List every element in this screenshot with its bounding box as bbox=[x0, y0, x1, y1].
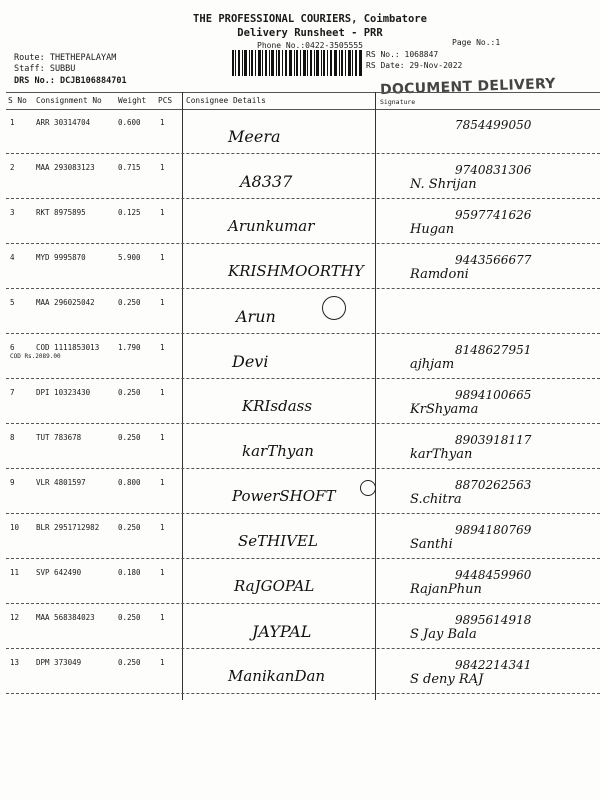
page-number: Page No.:1 bbox=[452, 38, 501, 47]
row-divider bbox=[6, 693, 600, 694]
row-pcs: 1 bbox=[160, 253, 165, 262]
table-row bbox=[0, 157, 600, 201]
row-weight: 0.600 bbox=[118, 118, 141, 127]
recipient-phone: 7854499050 bbox=[455, 118, 532, 132]
recipient-phone: 8870262563 bbox=[455, 478, 532, 492]
rs-date: RS Date: 29-Nov-2022 bbox=[366, 61, 463, 70]
row-sno: 8 bbox=[10, 433, 15, 442]
recipient-phone: 9443566677 bbox=[455, 253, 532, 267]
row-pcs: 1 bbox=[160, 478, 165, 487]
recipient-signature: ajhjam bbox=[410, 357, 455, 372]
recipient-phone: 8903918117 bbox=[455, 433, 532, 447]
table-row bbox=[0, 247, 600, 291]
table-header bbox=[0, 92, 600, 110]
recipient-phone: 9842214341 bbox=[455, 658, 532, 672]
row-pcs: 1 bbox=[160, 433, 165, 442]
recipient-phone: 9448459960 bbox=[455, 568, 532, 582]
row-weight: 0.250 bbox=[118, 613, 141, 622]
staff-label: Staff: SUBBU bbox=[14, 64, 76, 74]
consignee-name: KRISHMOORTHY bbox=[228, 262, 364, 280]
barcode bbox=[232, 50, 362, 76]
row-consignment: MAA 296025042 bbox=[36, 298, 95, 307]
row-sno: 12 bbox=[10, 613, 20, 622]
col-consignee: Consignee Details bbox=[186, 96, 266, 105]
recipient-phone: 9894180769 bbox=[455, 523, 532, 537]
table-row bbox=[0, 562, 600, 606]
recipient-phone: 8148627951 bbox=[455, 343, 532, 357]
col-sno: S No bbox=[8, 96, 27, 105]
row-sno: 9 bbox=[10, 478, 15, 487]
row-divider bbox=[6, 423, 600, 424]
row-divider bbox=[6, 333, 600, 334]
consignee-name: JAYPAL bbox=[252, 622, 312, 641]
row-sno: 3 bbox=[10, 208, 15, 217]
row-consignment: DPM 373049 bbox=[36, 658, 82, 667]
row-consignment: ARR 30314704 bbox=[36, 118, 91, 127]
row-sno: 7 bbox=[10, 388, 15, 397]
recipient-signature: karThyan bbox=[410, 447, 473, 462]
row-divider bbox=[6, 603, 600, 604]
row-pcs: 1 bbox=[160, 163, 165, 172]
row-pcs: 1 bbox=[160, 343, 165, 352]
col-pcs: PCS bbox=[158, 96, 173, 105]
recipient-signature: Hugan bbox=[410, 222, 455, 237]
table-row bbox=[0, 382, 600, 426]
row-consignment: SVP 642490 bbox=[36, 568, 82, 577]
row-weight: 5.900 bbox=[118, 253, 141, 262]
row-sno: 11 bbox=[10, 568, 20, 577]
row-divider bbox=[6, 198, 600, 199]
table-row bbox=[0, 337, 600, 381]
table-row bbox=[0, 427, 600, 471]
table-row bbox=[0, 607, 600, 651]
recipient-signature: Santhi bbox=[410, 537, 453, 552]
row-pcs: 1 bbox=[160, 613, 165, 622]
row-divider bbox=[6, 288, 600, 289]
row-consignment: MAA 568384023 bbox=[36, 613, 95, 622]
row-consignment: RKT 8975895 bbox=[36, 208, 86, 217]
consignee-name: RaJGOPAL bbox=[234, 577, 315, 595]
consignee-name: SeTHIVEL bbox=[238, 532, 318, 550]
row-sno: 6 bbox=[10, 343, 15, 352]
consignee-name: ManikanDan bbox=[228, 667, 326, 685]
table-row bbox=[0, 517, 600, 561]
drs-number: DRS No.: DCJB106884701 bbox=[14, 76, 127, 86]
row-consignment: DPI 10323430 bbox=[36, 388, 91, 397]
row-divider bbox=[6, 558, 600, 559]
row-weight: 0.180 bbox=[118, 568, 141, 577]
row-weight: 0.715 bbox=[118, 163, 141, 172]
consignee-name: KRIsdass bbox=[242, 397, 313, 415]
col-weight: Weight bbox=[118, 96, 147, 105]
recipient-signature: N. Shrijan bbox=[410, 177, 477, 192]
consignee-name: karThyan bbox=[242, 442, 314, 460]
circled-mark bbox=[322, 296, 346, 320]
row-pcs: 1 bbox=[160, 523, 165, 532]
row-consignment: MYD 9995870 bbox=[36, 253, 86, 262]
row-weight: 0.250 bbox=[118, 298, 141, 307]
row-divider bbox=[6, 513, 600, 514]
row-divider bbox=[6, 378, 600, 379]
consignee-name: Arun bbox=[236, 307, 276, 326]
consignee-name: Arunkumar bbox=[228, 217, 315, 235]
consignee-name: Meera bbox=[228, 127, 281, 146]
table-row bbox=[0, 652, 600, 696]
row-divider bbox=[6, 648, 600, 649]
col-consignment: Consignment No bbox=[36, 96, 102, 105]
row-consignment: TUT 783678 bbox=[36, 433, 82, 442]
company-title: THE PROFESSIONAL COURIERS, Coimbatore bbox=[193, 13, 427, 25]
recipient-signature: Ramdoni bbox=[410, 267, 469, 282]
row-consignment: MAA 293083123 bbox=[36, 163, 95, 172]
row-pcs: 1 bbox=[160, 208, 165, 217]
row-weight: 0.250 bbox=[118, 388, 141, 397]
row-cod-amount: COD Rs.2089.00 bbox=[10, 353, 61, 360]
recipient-phone: 9895614918 bbox=[455, 613, 532, 627]
recipient-phone: 9740831306 bbox=[455, 163, 532, 177]
recipient-phone: 9597741626 bbox=[455, 208, 532, 222]
row-divider bbox=[6, 468, 600, 469]
row-weight: 0.250 bbox=[118, 658, 141, 667]
runsheet-title: Delivery Runsheet - PRR bbox=[237, 27, 383, 39]
consignee-name: PowerSHOFT bbox=[232, 487, 336, 505]
row-weight: 0.250 bbox=[118, 523, 141, 532]
row-weight: 0.125 bbox=[118, 208, 141, 217]
recipient-signature: S Jay Bala bbox=[410, 627, 477, 642]
row-sno: 4 bbox=[10, 253, 15, 262]
row-sno: 5 bbox=[10, 298, 15, 307]
recipient-signature: RajanPhun bbox=[410, 582, 482, 597]
consignee-name: Devi bbox=[232, 352, 269, 371]
phone-number: Phone No.:0422-3505555 bbox=[257, 41, 363, 50]
row-divider bbox=[6, 153, 600, 154]
recipient-signature: S.chitra bbox=[410, 492, 462, 507]
row-consignment: BLR 2951712982 bbox=[36, 523, 100, 532]
col-signature: Signature bbox=[380, 98, 416, 106]
consignee-name: A8337 bbox=[240, 172, 293, 191]
row-sno: 2 bbox=[10, 163, 15, 172]
table-row bbox=[0, 202, 600, 246]
row-divider bbox=[6, 243, 600, 244]
table-row bbox=[0, 472, 600, 516]
row-consignment: COD 1111853013 bbox=[36, 343, 100, 352]
row-sno: 10 bbox=[10, 523, 20, 532]
row-sno: 1 bbox=[10, 118, 15, 127]
row-pcs: 1 bbox=[160, 388, 165, 397]
table-row bbox=[0, 112, 600, 156]
rs-number: RS No.: 1068847 bbox=[366, 50, 439, 59]
table-row bbox=[0, 292, 600, 336]
row-weight: 0.800 bbox=[118, 478, 141, 487]
recipient-signature: S deny RAJ bbox=[410, 672, 484, 687]
row-consignment: VLR 4801597 bbox=[36, 478, 86, 487]
recipient-signature: KrShyama bbox=[410, 402, 479, 417]
row-pcs: 1 bbox=[160, 118, 165, 127]
row-pcs: 1 bbox=[160, 298, 165, 307]
row-pcs: 1 bbox=[160, 658, 165, 667]
document-delivery-stamp: DOCUMENT DELIVERY bbox=[379, 75, 557, 99]
recipient-phone: 9894100665 bbox=[455, 388, 532, 402]
circled-mark bbox=[360, 480, 376, 496]
route-label: Route: THETHEPALAYAM bbox=[14, 53, 117, 63]
row-sno: 13 bbox=[10, 658, 20, 667]
row-weight: 1.790 bbox=[118, 343, 141, 352]
row-pcs: 1 bbox=[160, 568, 165, 577]
row-weight: 0.250 bbox=[118, 433, 141, 442]
